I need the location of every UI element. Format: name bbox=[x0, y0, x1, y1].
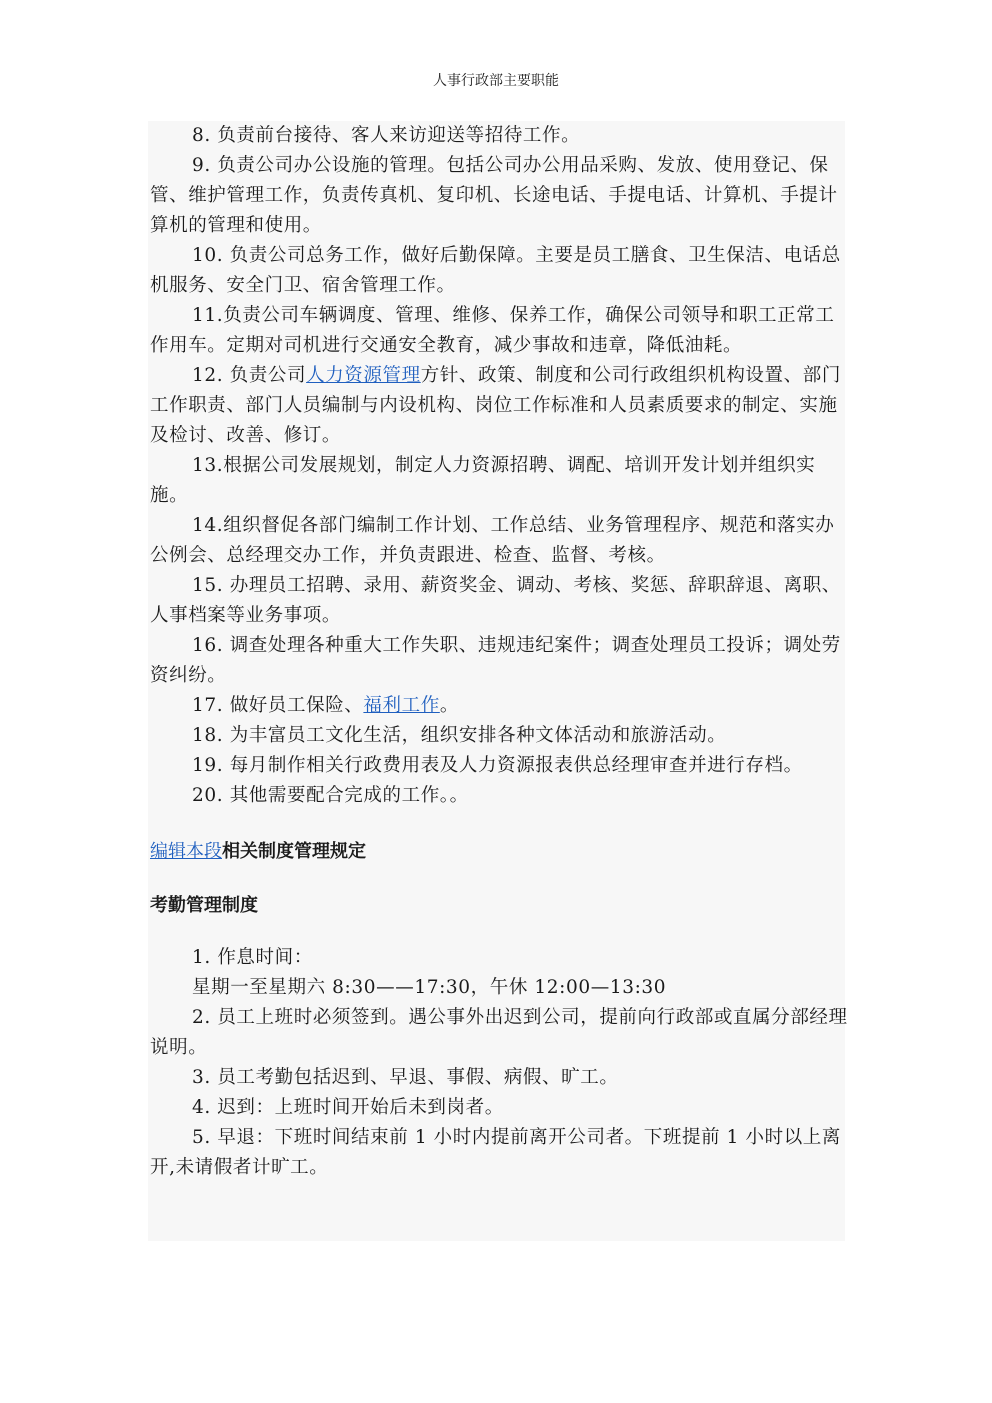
section-title: 相关制度管理规定 bbox=[222, 841, 366, 862]
attendance-item-5: 5. 早退：下班时间结束前 1 小时内提前离开公司者。下班提前 1 小时以上离开,未请假者计旷工。 bbox=[150, 1127, 841, 1178]
attendance-item-4: 4. 迟到：上班时间开始后未到岗者。 bbox=[192, 1097, 504, 1118]
duty-12-prefix: 12. 负责公司 bbox=[192, 365, 307, 386]
hr-management-link[interactable]: 人力资源管理 bbox=[306, 365, 421, 386]
welfare-work-link[interactable]: 福利工作 bbox=[363, 695, 440, 716]
subsection-title: 考勤管理制度 bbox=[150, 895, 258, 916]
attendance-schedule: 星期一至星期六 8:30——17:30，午休 12:00—13:30 bbox=[192, 977, 667, 998]
page-header-title: 人事行政部主要职能 bbox=[433, 73, 559, 89]
duty-17-suffix: 。 bbox=[439, 695, 459, 716]
duty-item-10: 10. 负责公司总务工作，做好后勤保障。主要是员工膳食、卫生保洁、电话总机服务、安全门卫、宿舍管理工作。 bbox=[150, 245, 841, 296]
attendance-item-2: 2. 员工上班时必须签到。遇公事外出迟到公司，提前向行政部或直属分部经理说明。 bbox=[150, 1007, 848, 1058]
duty-item-15: 15. 办理员工招聘、录用、薪资奖金、调动、考核、奖惩、辞职辞退、离职、人事档案等业务事项。 bbox=[150, 575, 841, 626]
duty-item-19: 19. 每月制作相关行政费用表及人力资源报表供总经理审查并进行存档。 bbox=[192, 755, 803, 776]
duty-item-16: 16. 调查处理各种重大工作失职、违规违纪案件；调查处理员工投诉；调处劳资纠纷。 bbox=[150, 635, 841, 686]
edit-section-link[interactable]: 编辑本段 bbox=[150, 841, 222, 862]
duty-item-20: 20. 其他需要配合完成的工作。。 bbox=[192, 785, 469, 806]
duty-item-14: 14.组织督促各部门编制工作计划、工作总结、业务管理程序、规范和落实办公例会、总经理交办工作，并负责跟进、检查、监督、考核。 bbox=[150, 515, 835, 566]
duty-item-11: 11.负责公司车辆调度、管理、维修、保养工作，确保公司领导和职工正常工作用车。定期对司机进行交通安全教育，减少事故和违章，降低油耗。 bbox=[150, 305, 835, 356]
document-body bbox=[150, 121, 850, 1183]
duty-item-17 bbox=[150, 691, 850, 721]
duty-12-suffix: 方针、政策、制度和公司行政组织机构设置、部门工作职责、部门人员编制与内设机构、岗位工作标准和人员素质要求的制定、实施及检讨、改善、修订。 bbox=[150, 365, 841, 446]
attendance-item-3: 3. 员工考勤包括迟到、早退、事假、病假、旷工。 bbox=[192, 1067, 619, 1088]
duty-item-18: 18. 为丰富员工文化生活，组织安排各种文体活动和旅游活动。 bbox=[192, 725, 727, 746]
duty-17-prefix: 17. 做好员工保险、 bbox=[192, 695, 364, 716]
section-heading bbox=[150, 837, 850, 867]
duty-item-13: 13.根据公司发展规划，制定人力资源招聘、调配、培训开发计划并组织实施。 bbox=[150, 455, 816, 506]
duty-item-9: 9. 负责公司办公设施的管理。包括公司办公用品采购、发放、使用登记、保管、维护管理工作，负责传真机、复印机、长途电话、手提电话、计算机、手提计算机的管理和使用。 bbox=[150, 155, 838, 236]
duty-item-8: 8. 负责前台接待、客人来访迎送等招待工作。 bbox=[192, 125, 581, 146]
attendance-item-1: 1. 作息时间： bbox=[192, 947, 313, 968]
duty-item-12 bbox=[150, 361, 850, 451]
